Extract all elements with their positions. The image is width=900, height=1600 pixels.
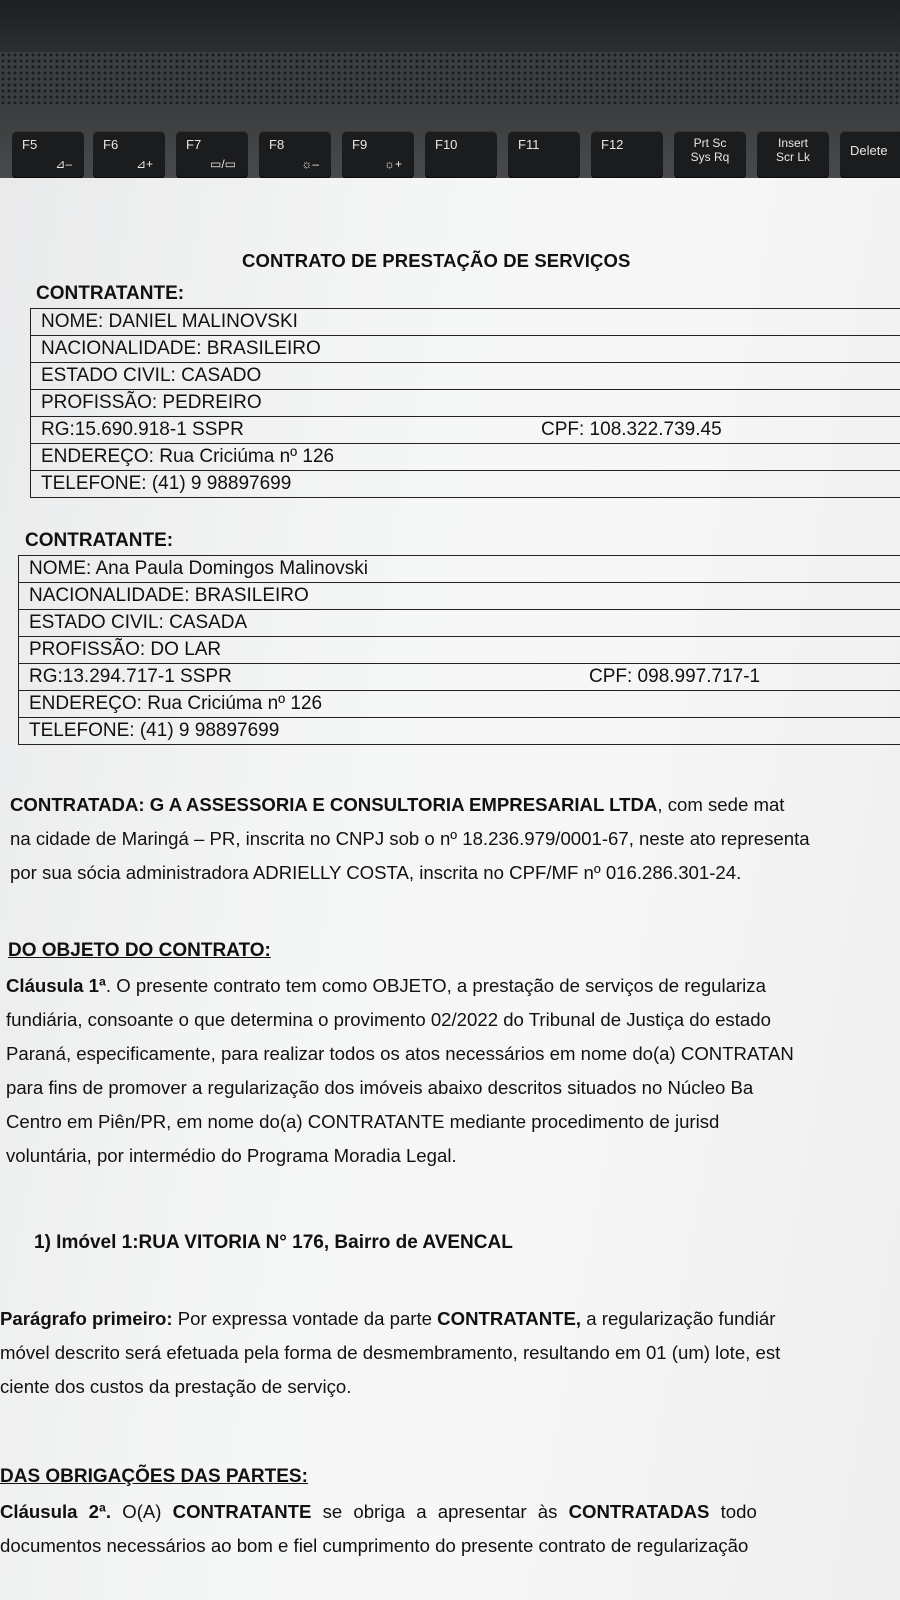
paragrafo-line-3: ciente dos custos da prestação de serviço.: [0, 1376, 352, 1397]
brightness-down-icon: ☼–: [301, 157, 319, 171]
party1-estado-civil: ESTADO CIVIL: CASADO: [31, 363, 900, 390]
key-label: F8: [269, 137, 285, 152]
key-f6: [93, 131, 165, 177]
contract-document: [0, 178, 900, 1600]
contratada-line-3: por sua sócia administradora ADRIELLY COSTA, inscrita no CPF/MF nº 016.286.301-24.: [10, 862, 742, 883]
text-span: todo: [709, 1501, 757, 1522]
key-f7: [176, 131, 248, 177]
paragrafo-label: Parágrafo primeiro:: [0, 1308, 173, 1329]
text-span: . O presente contrato tem como OBJETO, a prestação de serviços de regulariza: [105, 975, 766, 996]
party2-nacionalidade: NACIONALIDADE: BRASILEIRO: [19, 583, 900, 610]
table-row: [31, 309, 900, 336]
party2-cpf: CPF: 098.997.717-1: [589, 666, 761, 687]
key-delete: [840, 131, 900, 177]
clausula1-line-5: Centro em Piên/PR, em nome do(a) CONTRATANTE mediante procedimento de jurisd: [6, 1111, 720, 1132]
contratante-emphasis: CONTRATANTE: [172, 1501, 312, 1522]
key-label: F5: [22, 137, 38, 152]
table-row: [31, 417, 900, 444]
laptop-keyboard: [0, 0, 900, 190]
key-insert: [757, 131, 829, 177]
key-prtsc: [674, 131, 746, 177]
party2-label: CONTRATANTE:: [25, 530, 174, 551]
party2-estado-civil: ESTADO CIVIL: CASADA: [19, 610, 900, 637]
text-span: a regularização fundiár: [581, 1308, 776, 1329]
party1-rg: RG:15.690.918-1 SSPR: [41, 419, 244, 440]
key-label: Delete: [850, 143, 888, 158]
party1-telefone: TELEFONE: (41) 9 98897699: [31, 471, 900, 498]
document-title: CONTRATO DE PRESTAÇÃO DE SERVIÇOS: [242, 250, 631, 271]
key-f12: [591, 131, 663, 177]
volume-up-icon: ⊿+: [135, 157, 153, 171]
speaker-grille: [0, 52, 900, 104]
key-f11: [508, 131, 580, 177]
text-span: se obriga a apresentar às: [311, 1501, 569, 1522]
contratante-emphasis: CONTRATANTE,: [437, 1308, 582, 1329]
table-row: [31, 471, 900, 498]
clausula1-line-2: fundiária, consoante o que determina o provimento 02/2022 do Tribunal de Justiça do estado: [6, 1009, 771, 1030]
party2-table: [18, 555, 900, 745]
table-row: [19, 583, 900, 610]
key-f10: [425, 131, 497, 177]
obrigacoes-heading: DAS OBRIGAÇÕES DAS PARTES:: [0, 1466, 308, 1487]
party1-nome: NOME: DANIEL MALINOVSKI: [31, 309, 900, 336]
table-row: [19, 718, 900, 745]
clausula1-line-1: [6, 969, 900, 1003]
party2-rg: RG:13.294.717-1 SSPR: [29, 666, 232, 687]
text-span: Por expressa vontade da parte: [172, 1308, 438, 1329]
objeto-heading: [8, 940, 271, 962]
party2-endereco: ENDEREÇO: Rua Criciúma nº 126: [19, 691, 900, 718]
table-row: [19, 664, 900, 691]
party1-cpf: CPF: 108.322.739.45: [541, 419, 722, 440]
party1-endereco: ENDEREÇO: Rua Criciúma nº 126: [31, 444, 900, 471]
table-row: [19, 691, 900, 718]
contratada-line-2: na cidade de Maringá – PR, inscrita no CNPJ sob o nº 18.236.979/0001-67, neste ato representa: [10, 828, 810, 849]
contratada-line-1: [10, 788, 900, 822]
imovel-item: 1) Imóvel 1:RUA VITORIA N° 176, Bairro de AVENCAL: [34, 1232, 513, 1253]
table-row: [19, 637, 900, 664]
party2-telefone: TELEFONE: (41) 9 98897699: [19, 718, 900, 745]
table-row: [19, 610, 900, 637]
clausula1-label: Cláusula 1ª: [6, 975, 106, 996]
party1-table: [30, 308, 900, 498]
paragrafo-line-2: móvel descrito será efetuada pela forma de desmembramento, resultando em 01 (um) lote, est: [0, 1342, 781, 1363]
clausula2-line-2: documentos necessários ao bom e fiel cumprimento do presente contrato de regularização: [0, 1535, 749, 1556]
key-label: Insert Scr Lk: [775, 136, 810, 164]
party2-rg-row: [19, 664, 900, 691]
heading-colon: :: [264, 940, 271, 961]
heading-text: DO OBJETO DO CONTRATO: [8, 940, 265, 961]
contratadas-emphasis: CONTRATADAS: [568, 1501, 710, 1522]
display-switch-icon: ▭/▭: [209, 157, 236, 171]
clausula2-label: Cláusula 2ª.: [0, 1501, 112, 1522]
party2-nome: NOME: Ana Paula Domingos Malinovski: [19, 556, 900, 583]
paragrafo-primeiro: [0, 1302, 900, 1404]
table-row: [31, 336, 900, 363]
brightness-up-icon: ☼+: [383, 157, 402, 171]
party1-label: CONTRATANTE:: [36, 283, 185, 304]
clausula1-line-6: voluntária, por intermédio do Programa Moradia Legal.: [6, 1145, 457, 1166]
key-label: F10: [435, 137, 458, 152]
contratada-label: CONTRATADA: G A ASSESSORIA E CONSULTORIA EMPRESARIAL LTDA: [10, 794, 658, 815]
key-f5: [12, 131, 84, 177]
party2-profissao: PROFISSÃO: DO LAR: [19, 637, 900, 664]
table-row: [31, 363, 900, 390]
clausula2-paragraph: [0, 1495, 900, 1563]
key-f9: [342, 131, 414, 177]
table-row: [31, 390, 900, 417]
key-label: F7: [186, 137, 202, 152]
text-span: , com sede mat: [657, 794, 785, 815]
contratada-paragraph: [10, 788, 900, 890]
key-label: F6: [103, 137, 119, 152]
clausula1-line-4: para fins de promover a regularização dos imóveis abaixo descritos situados no Núcleo Ba: [6, 1077, 754, 1098]
key-f8: [259, 131, 331, 177]
party1-profissao: PROFISSÃO: PEDREIRO: [31, 390, 900, 417]
key-label: F11: [518, 137, 540, 152]
table-row: [19, 556, 900, 583]
table-row: [31, 444, 900, 471]
text-span: O(A): [111, 1501, 173, 1522]
key-label: F12: [601, 137, 624, 152]
paragrafo-line-1: [0, 1302, 900, 1336]
volume-down-icon: ⊿–: [55, 157, 72, 171]
key-label: F9: [352, 137, 368, 152]
party1-nacionalidade: NACIONALIDADE: BRASILEIRO: [31, 336, 900, 363]
party1-rg-row: [31, 417, 900, 444]
clausula1-line-3: Paraná, especificamente, para realizar todos os atos necessários em nome do(a) CONTRATAN: [6, 1043, 794, 1064]
key-label: Prt Sc Sys Rq: [690, 136, 730, 164]
clausula2-line-1: [0, 1495, 900, 1529]
clausula1-paragraph: [6, 969, 900, 1173]
